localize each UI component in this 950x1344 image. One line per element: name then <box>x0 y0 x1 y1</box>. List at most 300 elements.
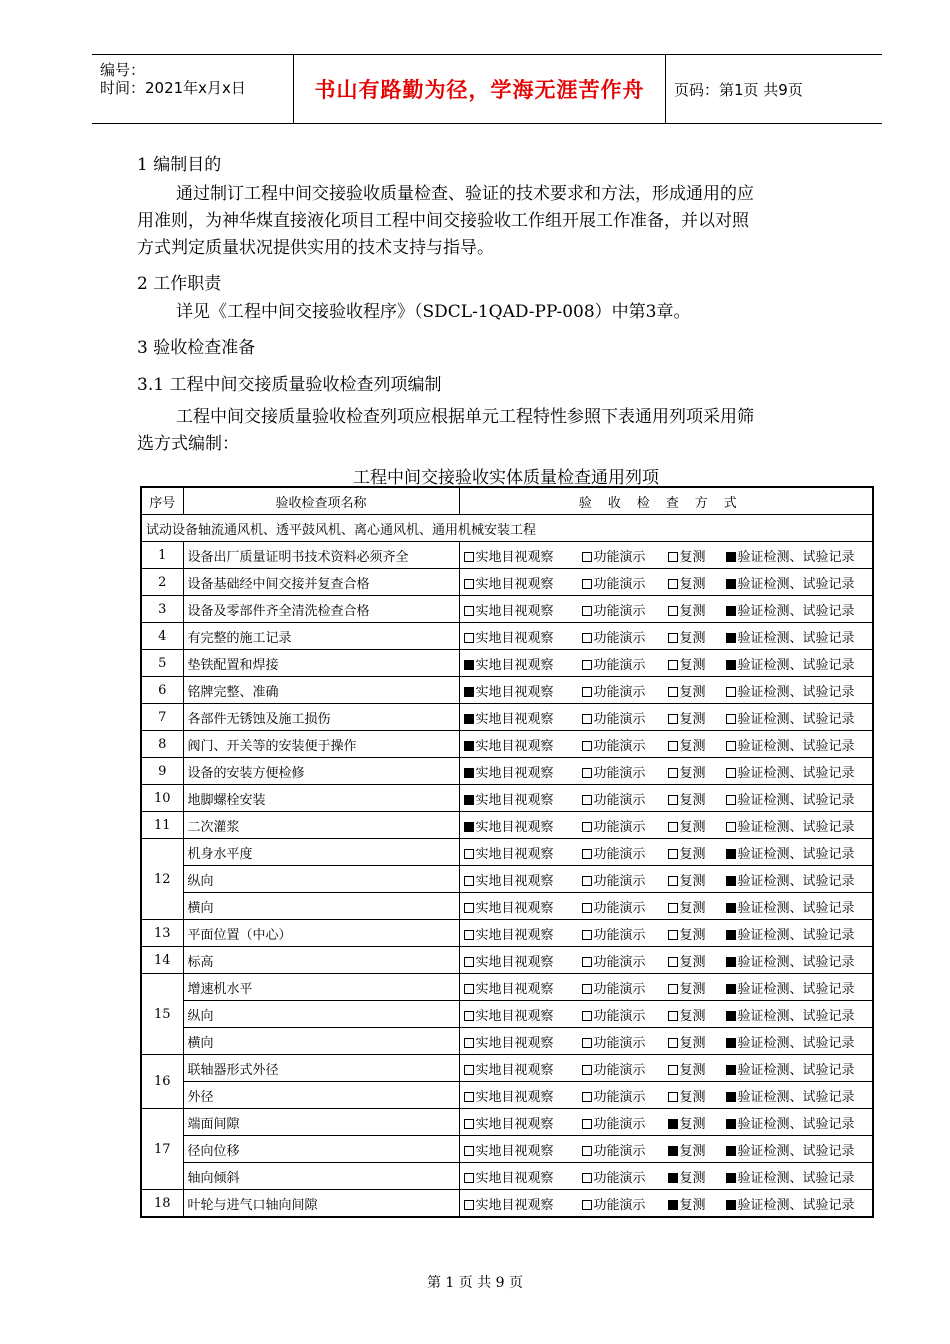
method-option <box>582 843 668 862</box>
row-item-name: 端面间隙 <box>183 1109 459 1136</box>
method-label: 复测 <box>679 873 706 889</box>
unchecked-box-icon <box>582 687 592 697</box>
method-label: 实地目视观察 <box>475 1143 554 1159</box>
method-option <box>726 1140 855 1159</box>
method-option <box>726 843 855 862</box>
method-label: 复测 <box>679 630 706 646</box>
table-row <box>141 1136 873 1163</box>
unchecked-box-icon <box>582 1011 592 1021</box>
method-label: 实地目视观察 <box>475 603 554 619</box>
method-label: 功能演示 <box>593 603 646 619</box>
method-label: 复测 <box>679 1062 706 1078</box>
method-label: 复测 <box>679 765 706 781</box>
table-row <box>141 920 873 947</box>
unchecked-box-icon <box>668 1038 678 1048</box>
row-number: 2 <box>141 569 183 596</box>
unchecked-box-icon <box>726 795 736 805</box>
table-row <box>141 947 873 974</box>
checked-box-icon <box>464 768 474 778</box>
row-item-name: 纵向 <box>183 1001 459 1028</box>
method-option <box>582 735 668 754</box>
row-item-name: 标高 <box>183 947 459 974</box>
method-option <box>582 1140 668 1159</box>
checked-box-icon <box>726 903 736 913</box>
method-option <box>726 870 855 889</box>
method-label: 功能演示 <box>593 1170 646 1186</box>
row-methods <box>459 866 873 893</box>
table-row <box>141 569 873 596</box>
method-option <box>582 681 668 700</box>
checked-box-icon <box>668 1173 678 1183</box>
method-label: 验证检测、试验记录 <box>737 738 855 754</box>
checked-box-icon <box>464 714 474 724</box>
method-option <box>582 924 668 943</box>
checked-box-icon <box>726 633 736 643</box>
checked-box-icon <box>464 795 474 805</box>
method-label: 复测 <box>679 684 706 700</box>
row-methods <box>459 785 873 812</box>
method-option <box>582 789 668 808</box>
method-label: 功能演示 <box>593 576 646 592</box>
method-label: 验证检测、试验记录 <box>737 1143 855 1159</box>
method-label: 功能演示 <box>593 1143 646 1159</box>
unchecked-box-icon <box>582 768 592 778</box>
method-label: 功能演示 <box>593 1008 646 1024</box>
unchecked-box-icon <box>668 1092 678 1102</box>
unchecked-box-icon <box>668 1065 678 1075</box>
method-label: 实地目视观察 <box>475 1170 554 1186</box>
unchecked-box-icon <box>464 903 474 913</box>
method-option <box>464 924 582 943</box>
unchecked-box-icon <box>464 1038 474 1048</box>
table-row <box>141 974 873 1001</box>
unchecked-box-icon <box>464 984 474 994</box>
row-item-name: 横向 <box>183 1028 459 1055</box>
page-header <box>92 54 882 124</box>
method-label: 复测 <box>679 1035 706 1051</box>
method-option <box>726 924 855 943</box>
row-item-name: 外径 <box>183 1082 459 1109</box>
method-label: 验证检测、试验记录 <box>737 927 855 943</box>
method-option <box>668 735 726 754</box>
table-row <box>141 1001 873 1028</box>
row-item-name: 设备的安装方便检修 <box>183 758 459 785</box>
header-meta <box>100 55 292 123</box>
checked-box-icon <box>726 1173 736 1183</box>
unchecked-box-icon <box>582 741 592 751</box>
method-option <box>464 681 582 700</box>
method-option <box>726 1032 855 1051</box>
method-option <box>668 897 726 916</box>
table-row <box>141 866 873 893</box>
method-label: 实地目视观察 <box>475 954 554 970</box>
row-item-name: 铭牌完整、准确 <box>183 677 459 704</box>
checked-box-icon <box>726 552 736 562</box>
unchecked-box-icon <box>582 1173 592 1183</box>
method-option <box>726 708 855 727</box>
row-number: 6 <box>141 677 183 704</box>
method-label: 验证检测、试验记录 <box>737 1008 855 1024</box>
unchecked-box-icon <box>726 687 736 697</box>
method-label: 实地目视观察 <box>475 792 554 808</box>
unchecked-box-icon <box>668 903 678 913</box>
method-option <box>464 789 582 808</box>
checked-box-icon <box>726 1146 736 1156</box>
checked-box-icon <box>726 1011 736 1021</box>
table-row <box>141 758 873 785</box>
section-1-line-2: 用准则，为神华煤直接液化项目工程中间交接验收工作组开展工作准备，并以对照 <box>137 211 749 231</box>
method-label: 实地目视观察 <box>475 576 554 592</box>
unchecked-box-icon <box>668 849 678 859</box>
method-option <box>668 627 726 646</box>
unchecked-box-icon <box>582 795 592 805</box>
unchecked-box-icon <box>582 660 592 670</box>
checked-box-icon <box>668 1119 678 1129</box>
method-label: 复测 <box>679 846 706 862</box>
method-option <box>668 1140 726 1159</box>
unchecked-box-icon <box>464 552 474 562</box>
method-option <box>668 708 726 727</box>
method-label: 复测 <box>679 711 706 727</box>
checked-box-icon <box>726 984 736 994</box>
table-row <box>141 677 873 704</box>
method-label: 验证检测、试验记录 <box>737 1197 855 1213</box>
doc-number-label: 编号： <box>100 61 146 79</box>
unchecked-box-icon <box>582 579 592 589</box>
unchecked-box-icon <box>582 1119 592 1129</box>
method-label: 功能演示 <box>593 1197 646 1213</box>
row-item-name: 轴向倾斜 <box>183 1163 459 1190</box>
unchecked-box-icon <box>668 606 678 616</box>
method-option <box>668 573 726 592</box>
unchecked-box-icon <box>464 1011 474 1021</box>
method-option <box>464 1140 582 1159</box>
checked-box-icon <box>464 822 474 832</box>
unchecked-box-icon <box>668 714 678 724</box>
method-label: 验证检测、试验记录 <box>737 711 855 727</box>
method-label: 验证检测、试验记录 <box>737 846 855 862</box>
method-option <box>668 654 726 673</box>
unchecked-box-icon <box>668 1011 678 1021</box>
method-option <box>726 546 855 565</box>
row-item-name: 叶轮与进气口轴向间隙 <box>183 1190 459 1218</box>
checked-box-icon <box>726 660 736 670</box>
table-row <box>141 1163 873 1190</box>
method-label: 复测 <box>679 927 706 943</box>
method-option <box>582 1167 668 1186</box>
method-option <box>464 1113 582 1132</box>
method-label: 实地目视观察 <box>475 1089 554 1105</box>
method-option <box>582 600 668 619</box>
method-option <box>582 978 668 997</box>
method-label: 复测 <box>679 1170 706 1186</box>
row-number: 8 <box>141 731 183 758</box>
row-item-name: 机身水平度 <box>183 839 459 866</box>
method-option <box>582 573 668 592</box>
checked-box-icon <box>726 876 736 886</box>
table-row <box>141 1082 873 1109</box>
row-item-name: 联轴器形式外径 <box>183 1055 459 1082</box>
method-option <box>668 843 726 862</box>
checked-box-icon <box>726 957 736 967</box>
method-option <box>726 1113 855 1132</box>
method-option <box>464 1086 582 1105</box>
row-methods <box>459 1082 873 1109</box>
method-option <box>464 951 582 970</box>
method-option <box>582 870 668 889</box>
section-2-heading: 2 工作职责 <box>137 274 222 294</box>
checked-box-icon <box>726 1200 736 1210</box>
method-option <box>464 627 582 646</box>
method-option <box>464 762 582 781</box>
row-methods <box>459 623 873 650</box>
method-option <box>464 1032 582 1051</box>
unchecked-box-icon <box>582 1146 592 1156</box>
method-label: 复测 <box>679 576 706 592</box>
row-number: 16 <box>141 1055 183 1109</box>
row-number: 9 <box>141 758 183 785</box>
row-item-name: 垫铁配置和焊接 <box>183 650 459 677</box>
table-row <box>141 542 873 569</box>
unchecked-box-icon <box>668 957 678 967</box>
checked-box-icon <box>726 1119 736 1129</box>
method-label: 复测 <box>679 981 706 997</box>
row-number: 13 <box>141 920 183 947</box>
table-caption: 工程中间交接验收实体质量检查通用列项 <box>353 468 659 488</box>
method-label: 实地目视观察 <box>475 684 554 700</box>
unchecked-box-icon <box>726 822 736 832</box>
method-option <box>668 1086 726 1105</box>
method-option <box>582 1113 668 1132</box>
row-item-name: 各部件无锈蚀及施工损伤 <box>183 704 459 731</box>
row-methods <box>459 839 873 866</box>
row-item-name: 平面位置（中心） <box>183 920 459 947</box>
unchecked-box-icon <box>668 552 678 562</box>
method-option <box>464 870 582 889</box>
unchecked-box-icon <box>668 822 678 832</box>
method-option <box>464 1194 582 1213</box>
method-option <box>582 546 668 565</box>
method-option <box>668 924 726 943</box>
method-option <box>726 978 855 997</box>
method-option <box>582 1059 668 1078</box>
section-3-1-heading: 3.1 工程中间交接质量验收检查列项编制 <box>137 375 442 395</box>
page-footer: 第 1 页 共 9 页 <box>426 1275 524 1291</box>
unchecked-box-icon <box>582 984 592 994</box>
method-label: 复测 <box>679 900 706 916</box>
unchecked-box-icon <box>668 660 678 670</box>
method-option <box>582 1032 668 1051</box>
method-option <box>582 762 668 781</box>
row-methods <box>459 1055 873 1082</box>
method-label: 实地目视观察 <box>475 981 554 997</box>
method-option <box>582 816 668 835</box>
row-methods <box>459 920 873 947</box>
method-label: 验证检测、试验记录 <box>737 1116 855 1132</box>
method-label: 功能演示 <box>593 1035 646 1051</box>
row-item-name: 设备出厂质量证明书技术资料必须齐全 <box>183 542 459 569</box>
method-option <box>668 762 726 781</box>
method-option <box>668 600 726 619</box>
method-label: 功能演示 <box>593 1062 646 1078</box>
method-label: 复测 <box>679 819 706 835</box>
row-methods <box>459 704 873 731</box>
method-option <box>726 951 855 970</box>
method-label: 实地目视观察 <box>475 1197 554 1213</box>
unchecked-box-icon <box>668 984 678 994</box>
method-label: 复测 <box>679 549 706 565</box>
method-option <box>668 816 726 835</box>
row-methods <box>459 1190 873 1218</box>
checked-box-icon <box>726 1065 736 1075</box>
checked-box-icon <box>726 1092 736 1102</box>
method-option <box>668 1167 726 1186</box>
method-option <box>668 1032 726 1051</box>
unchecked-box-icon <box>582 822 592 832</box>
row-item-name: 横向 <box>183 893 459 920</box>
method-option <box>464 546 582 565</box>
method-option <box>464 816 582 835</box>
group-title: 试动设备轴流通风机、透平鼓风机、离心通风机、通用机械安装工程 <box>141 515 873 542</box>
method-option <box>582 708 668 727</box>
method-label: 验证检测、试验记录 <box>737 765 855 781</box>
unchecked-box-icon <box>464 579 474 589</box>
method-label: 实地目视观察 <box>475 765 554 781</box>
method-label: 验证检测、试验记录 <box>737 549 855 565</box>
method-option <box>726 789 855 808</box>
row-number: 15 <box>141 974 183 1055</box>
unchecked-box-icon <box>582 1038 592 1048</box>
unchecked-box-icon <box>464 1092 474 1102</box>
section-3-heading: 3 验收检查准备 <box>137 338 256 358</box>
row-methods <box>459 596 873 623</box>
section-1-heading: 1 编制目的 <box>137 155 222 175</box>
unchecked-box-icon <box>582 552 592 562</box>
unchecked-box-icon <box>464 1200 474 1210</box>
unchecked-box-icon <box>464 930 474 940</box>
row-item-name: 纵向 <box>183 866 459 893</box>
row-number: 17 <box>141 1109 183 1190</box>
method-label: 验证检测、试验记录 <box>737 1035 855 1051</box>
method-option <box>464 708 582 727</box>
method-option <box>582 654 668 673</box>
row-item-name: 阀门、开关等的安装便于操作 <box>183 731 459 758</box>
table-row <box>141 893 873 920</box>
unchecked-box-icon <box>582 957 592 967</box>
row-methods <box>459 569 873 596</box>
method-option <box>582 897 668 916</box>
method-label: 验证检测、试验记录 <box>737 603 855 619</box>
unchecked-box-icon <box>726 768 736 778</box>
method-label: 复测 <box>679 603 706 619</box>
row-methods <box>459 1001 873 1028</box>
method-label: 功能演示 <box>593 792 646 808</box>
method-label: 功能演示 <box>593 819 646 835</box>
method-label: 实地目视观察 <box>475 1008 554 1024</box>
method-label: 复测 <box>679 1008 706 1024</box>
header-no: 序号 <box>141 487 183 515</box>
method-option <box>726 897 855 916</box>
table-row <box>141 785 873 812</box>
method-label: 验证检测、试验记录 <box>737 900 855 916</box>
method-label: 实地目视观察 <box>475 549 554 565</box>
row-number: 5 <box>141 650 183 677</box>
row-methods <box>459 677 873 704</box>
method-label: 实地目视观察 <box>475 927 554 943</box>
method-label: 实地目视观察 <box>475 819 554 835</box>
method-option <box>726 1167 855 1186</box>
method-option <box>726 1086 855 1105</box>
section-1-line-3: 方式判定质量状况提供实用的技术支持与指导。 <box>137 238 494 258</box>
method-label: 功能演示 <box>593 927 646 943</box>
unchecked-box-icon <box>582 849 592 859</box>
unchecked-box-icon <box>582 1092 592 1102</box>
row-methods <box>459 812 873 839</box>
row-number: 1 <box>141 542 183 569</box>
unchecked-box-icon <box>464 957 474 967</box>
row-item-name: 径向位移 <box>183 1136 459 1163</box>
method-label: 功能演示 <box>593 1089 646 1105</box>
unchecked-box-icon <box>668 687 678 697</box>
row-item-name: 设备基础经中间交接并复查合格 <box>183 569 459 596</box>
method-option <box>726 1005 855 1024</box>
unchecked-box-icon <box>582 1200 592 1210</box>
unchecked-box-icon <box>464 1119 474 1129</box>
method-label: 功能演示 <box>593 684 646 700</box>
method-label: 功能演示 <box>593 873 646 889</box>
row-methods <box>459 1109 873 1136</box>
method-option <box>668 951 726 970</box>
table-row <box>141 812 873 839</box>
method-option <box>464 843 582 862</box>
row-number: 3 <box>141 596 183 623</box>
method-label: 验证检测、试验记录 <box>737 684 855 700</box>
checked-box-icon <box>464 741 474 751</box>
table-row <box>141 1055 873 1082</box>
section-1-line-1: 通过制订工程中间交接验收质量检查、验证的技术要求和方法，形成通用的应 <box>176 184 754 204</box>
unchecked-box-icon <box>464 1173 474 1183</box>
section-2-line-1: 详见《工程中间交接验收程序》（SDCL-1QAD-PP-008）中第3章。 <box>176 302 691 322</box>
header-motto: 书山有路勤为径，学海无涯苦作舟 <box>314 78 645 102</box>
row-methods <box>459 542 873 569</box>
method-option <box>668 546 726 565</box>
header-method: 验收检查方式 <box>459 487 873 515</box>
unchecked-box-icon <box>582 876 592 886</box>
unchecked-box-icon <box>668 795 678 805</box>
row-methods <box>459 947 873 974</box>
unchecked-box-icon <box>668 930 678 940</box>
method-label: 验证检测、试验记录 <box>737 819 855 835</box>
unchecked-box-icon <box>464 1146 474 1156</box>
checked-box-icon <box>668 1200 678 1210</box>
method-label: 功能演示 <box>593 900 646 916</box>
method-option <box>726 735 855 754</box>
section-3-1-line-2: 选方式编制： <box>137 434 239 454</box>
method-option <box>726 1059 855 1078</box>
method-option <box>464 1167 582 1186</box>
method-label: 复测 <box>679 792 706 808</box>
method-label: 复测 <box>679 1143 706 1159</box>
method-label: 功能演示 <box>593 846 646 862</box>
row-item-name: 增速机水平 <box>183 974 459 1001</box>
method-option <box>464 600 582 619</box>
method-label: 验证检测、试验记录 <box>737 657 855 673</box>
unchecked-box-icon <box>668 741 678 751</box>
checked-box-icon <box>726 1038 736 1048</box>
method-label: 实地目视观察 <box>475 900 554 916</box>
header-name: 验收检查项名称 <box>183 487 459 515</box>
method-label: 功能演示 <box>593 549 646 565</box>
